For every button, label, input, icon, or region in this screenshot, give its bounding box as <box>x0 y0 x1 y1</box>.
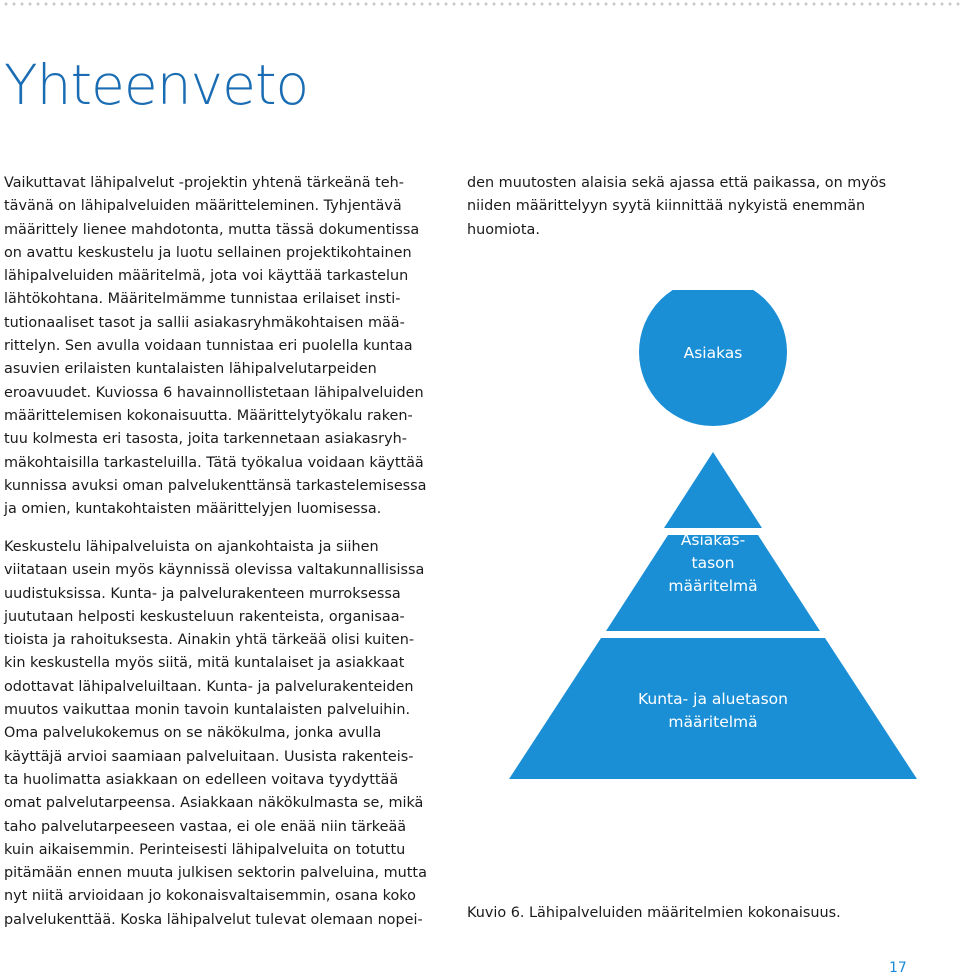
text-line: ja omien, kuntakohtaisten määrittelyjen luomisessa. <box>4 501 382 518</box>
text-line: muutos vaikuttaa monin tavoin kuntalaisten palveluihin. <box>4 702 411 719</box>
text-line: viitataan usein myös käynnissä olevissa valtakunnallisissa <box>4 562 425 579</box>
text-line: den muutosten alaisia sekä ajassa että paikassa, on myös <box>467 175 887 191</box>
tier-1-label-line3: määritelmä <box>668 577 758 595</box>
tier-2-label-line2: määritelmä <box>668 713 758 731</box>
client-circle-label: Asiakas <box>683 344 743 362</box>
text-line: määrittely lienee mahdotonta, mutta tässä dokumentissa <box>4 221 420 238</box>
service-definition-figure <box>460 290 960 900</box>
text-line: niiden määrittelyyn syytä kiinnittää nykyistä enemmän <box>467 198 866 215</box>
text-line: määrittelemisen kokonaisuutta. Määrittelytyökalu raken- <box>4 407 413 424</box>
text-line: juututaan helposti keskusteluun rakenteista, organisaa- <box>4 608 405 625</box>
text-line: eroavuudet. Kuviossa 6 havainnollistetaan lähipalveluiden <box>4 384 424 401</box>
text-line: tutionaaliset tasot ja sallii asiakasryhmäkohtaisen mää- <box>4 314 405 331</box>
tier-1-label-line1: Asiakas- <box>680 531 746 549</box>
text-line: Vaikuttavat lähipalvelut -projektin yhtenä tärkeänä teh- <box>4 175 404 191</box>
text-line: omat palvelutarpeensa. Asiakkaan näkökulmasta se, mikä <box>4 795 424 812</box>
text-line: Oma palvelukokemus on se näkökulma, jonka avulla <box>4 725 382 742</box>
right-paragraph-1 <box>467 172 917 242</box>
text-line: kunnissa avuksi oman palvelukenttänsä tarkastelemisessa <box>4 477 427 494</box>
pyramid-tier-1 <box>664 452 762 528</box>
text-line: pitämään ennen muuta julkisen sektorin palveluina, mutta <box>4 865 427 882</box>
left-paragraph-2 <box>4 536 454 932</box>
text-line: taho palvelutarpeeseen vastaa, ei ole enää niin tärkeää <box>4 818 407 835</box>
dotted-top-border <box>0 0 960 8</box>
text-line: Keskustelu lähipalveluista on ajankohtaista ja siihen <box>4 539 379 555</box>
pyramid-tier-3 <box>509 638 917 779</box>
text-line: tävänä on lähipalveluiden määritteleminen. Tyhjentävä <box>4 198 402 215</box>
text-line: on avattu keskustelu ja luotu sellainen projektikohtainen <box>4 244 412 261</box>
text-line: huomiota. <box>467 221 540 238</box>
text-line: tioista ja rahoituksesta. Ainakin yhtä tärkeää olisi kuiten- <box>4 632 415 649</box>
page-number: 17 <box>889 960 907 976</box>
tier-2-label-line1: Kunta- ja aluetason <box>638 690 788 708</box>
page-title: Yhteenveto <box>4 53 309 117</box>
text-line: ta huolimatta asiakkaan on edelleen voitava tyydyttää <box>4 771 399 788</box>
text-line: uudistuksissa. Kunta- ja palvelurakenteen murroksessa <box>4 585 401 602</box>
tier-3-label-line1: Valtakunnalliset <box>651 803 775 821</box>
text-line: asuvien erilaisten kuntalaisten lähipalvelutarpeiden <box>4 361 377 378</box>
text-line: nyt niitä arvioidaan jo kokonaisvaltaisemmin, osana koko <box>4 888 416 905</box>
text-line: kuin aikaisemmin. Perinteisesti lähipalveluita on totuttu <box>4 841 406 858</box>
tier-1-label-line2: tason <box>691 554 735 572</box>
text-line: rittelyn. Sen avulla voidaan tunnistaa eri puolella kuntaa <box>4 338 413 355</box>
text-line: odottavat lähipalveluiltaan. Kunta- ja palvelurakenteiden <box>4 678 414 695</box>
text-line: lähtökohtana. Määritelmämme tunnistaa erilaiset insti- <box>4 291 401 308</box>
text-line: palvelukenttää. Koska lähipalvelut tulevat olemaan nopei- <box>4 911 423 928</box>
text-line: kin keskustella myös siitä, mitä kuntalaiset ja asiakkaat <box>4 655 405 672</box>
text-line: mäkohtaisilla tarkasteluilla. Tätä työkalua voidaan käyttää <box>4 454 424 471</box>
text-line: tuu kolmesta eri tasosta, joita tarkennetaan asiakasryh- <box>4 431 407 448</box>
text-line: käyttäjä arvioi saamiaan palveluitaan. Uusista rakenteis- <box>4 748 414 765</box>
tier-3-label-line2: määritelmä <box>668 826 758 844</box>
figure-caption: Kuvio 6. Lähipalveluiden määritelmien kokonaisuus. <box>467 905 841 921</box>
left-paragraph-1 <box>4 172 454 521</box>
text-line: lähipalveluiden määritelmä, jota voi käyttää tarkastelun <box>4 268 409 285</box>
